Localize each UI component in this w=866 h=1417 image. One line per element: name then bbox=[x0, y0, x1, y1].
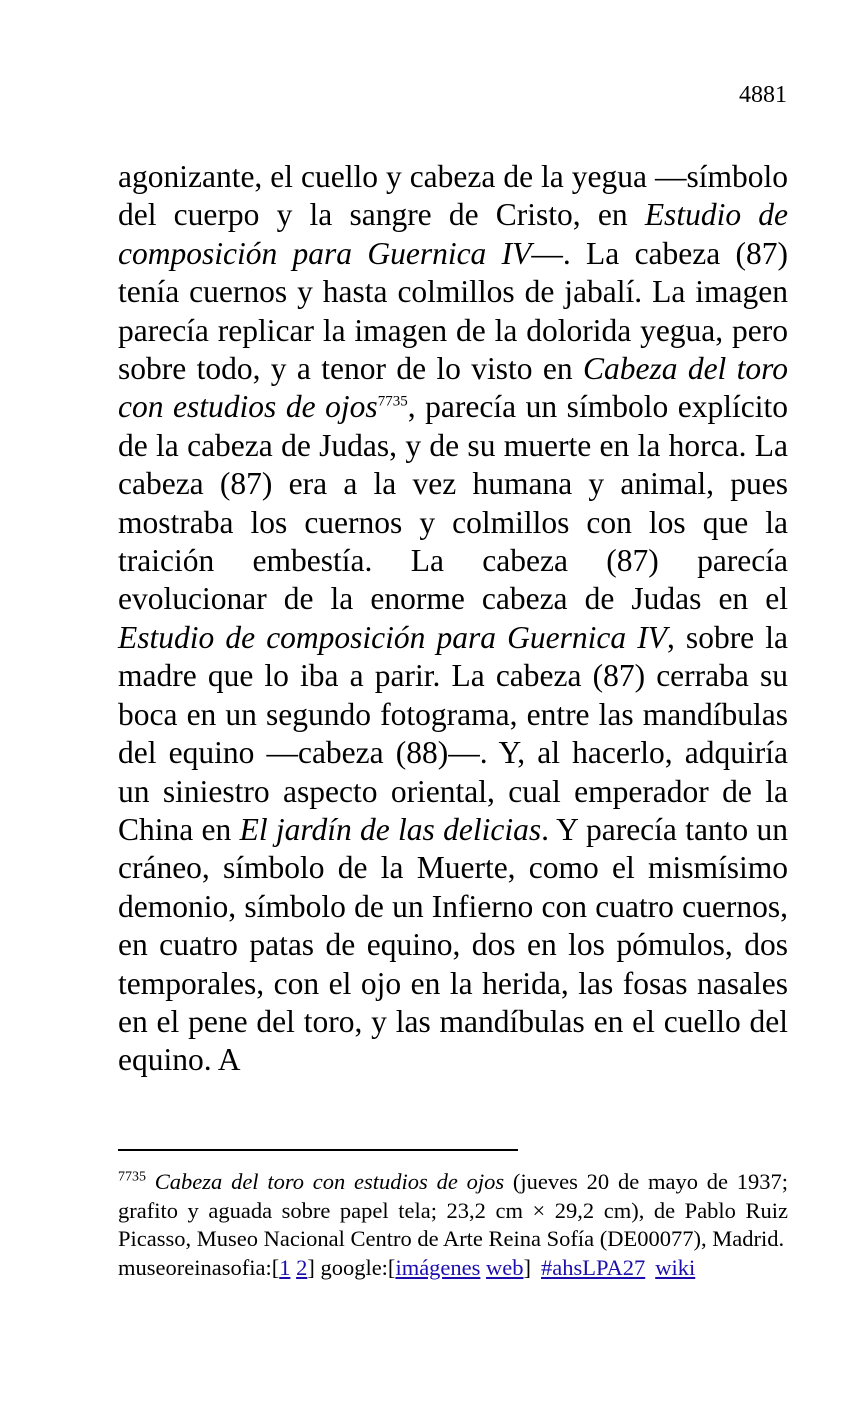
footnote bbox=[118, 1168, 788, 1282]
page-number: 4881 bbox=[739, 82, 787, 108]
artwork-title: Cabeza del toro con estudios de ojos bbox=[118, 351, 788, 425]
body-text-segment: agonizante, el cuello y cabeza de la yegua —símbolo del cuerpo y la sangre de Cristo, en bbox=[118, 159, 788, 233]
artwork-title: Estudio de composición para Guernica IV bbox=[118, 197, 788, 271]
footnote-text bbox=[118, 1168, 788, 1254]
body-text-segment: . Y parecía tanto un cráneo, símbolo de la Muerte, como el mismísimo demonio, símbolo de un Infierno con cuatro cuernos, en cuatro patas de equino, dos en los pómulos, dos temporales, con el ojo en la herida, las fosas nasales en el pene del toro, y las mandíbulas en el cuello del equino. A bbox=[118, 811, 788, 1078]
body-text-segment: —. La cabeza (87) tenía cuernos y hasta colmillos de jabalí. La imagen parecía replicar la imagen de la dolorida yegua, pero sobre todo, y a tenor de lo visto en bbox=[118, 235, 789, 387]
footnote-links bbox=[118, 1254, 788, 1283]
artwork-title: Estudio de composición para Guernica IV bbox=[118, 619, 667, 655]
footnote-title: Cabeza del toro con estudios de ojos bbox=[154, 1169, 505, 1194]
museo-link-1[interactable]: 1 bbox=[279, 1254, 291, 1280]
body-text-segment: , sobre la madre que lo iba a parir. La cabeza (87) cerraba su boca en un segundo fotograma, entre las mandíbulas del equino —cabeza (88)—. Y, al hacerlo, adquiría un siniestro aspecto oriental, cual emperador de la China en bbox=[118, 619, 789, 847]
footnote-divider bbox=[118, 1149, 518, 1151]
artwork-title: El jardín de las delicias bbox=[239, 811, 542, 847]
footnote-number: 7735 bbox=[118, 1169, 146, 1185]
footnote-description: (jueves 20 de mayo de 1937; grafito y aguada sobre papel tela; 23,2 cm × 29,2 cm), de Pablo Ruiz Picasso, Museo Nacional Centro de Arte Reina Sofía (DE00077), Madrid. bbox=[118, 1169, 788, 1251]
google-label: ] google:[ bbox=[307, 1254, 396, 1280]
hashtag-link[interactable]: #ahsLPA27 bbox=[541, 1254, 646, 1280]
body-text bbox=[118, 158, 788, 1080]
google-web-link[interactable]: web bbox=[486, 1254, 524, 1280]
close-bracket: ] bbox=[523, 1254, 532, 1280]
body-paragraph bbox=[118, 158, 788, 1080]
wiki-link[interactable]: wiki bbox=[655, 1254, 696, 1280]
footnote-reference[interactable]: 7735 bbox=[377, 393, 408, 410]
body-text-segment: , parecía un símbolo explícito de la cabeza de Judas, y de su muerte en la horca. La cabeza (87) era a la vez humana y animal, pues mostraba los cuernos y colmillos con los que la traición embestía. La cabeza (87) parecía evolucionar de la enorme cabeza de Judas en el bbox=[118, 389, 788, 617]
google-images-link[interactable]: imágenes bbox=[395, 1254, 481, 1280]
museo-label: museoreinasofia:[ bbox=[118, 1254, 280, 1280]
museo-link-2[interactable]: 2 bbox=[296, 1254, 308, 1280]
